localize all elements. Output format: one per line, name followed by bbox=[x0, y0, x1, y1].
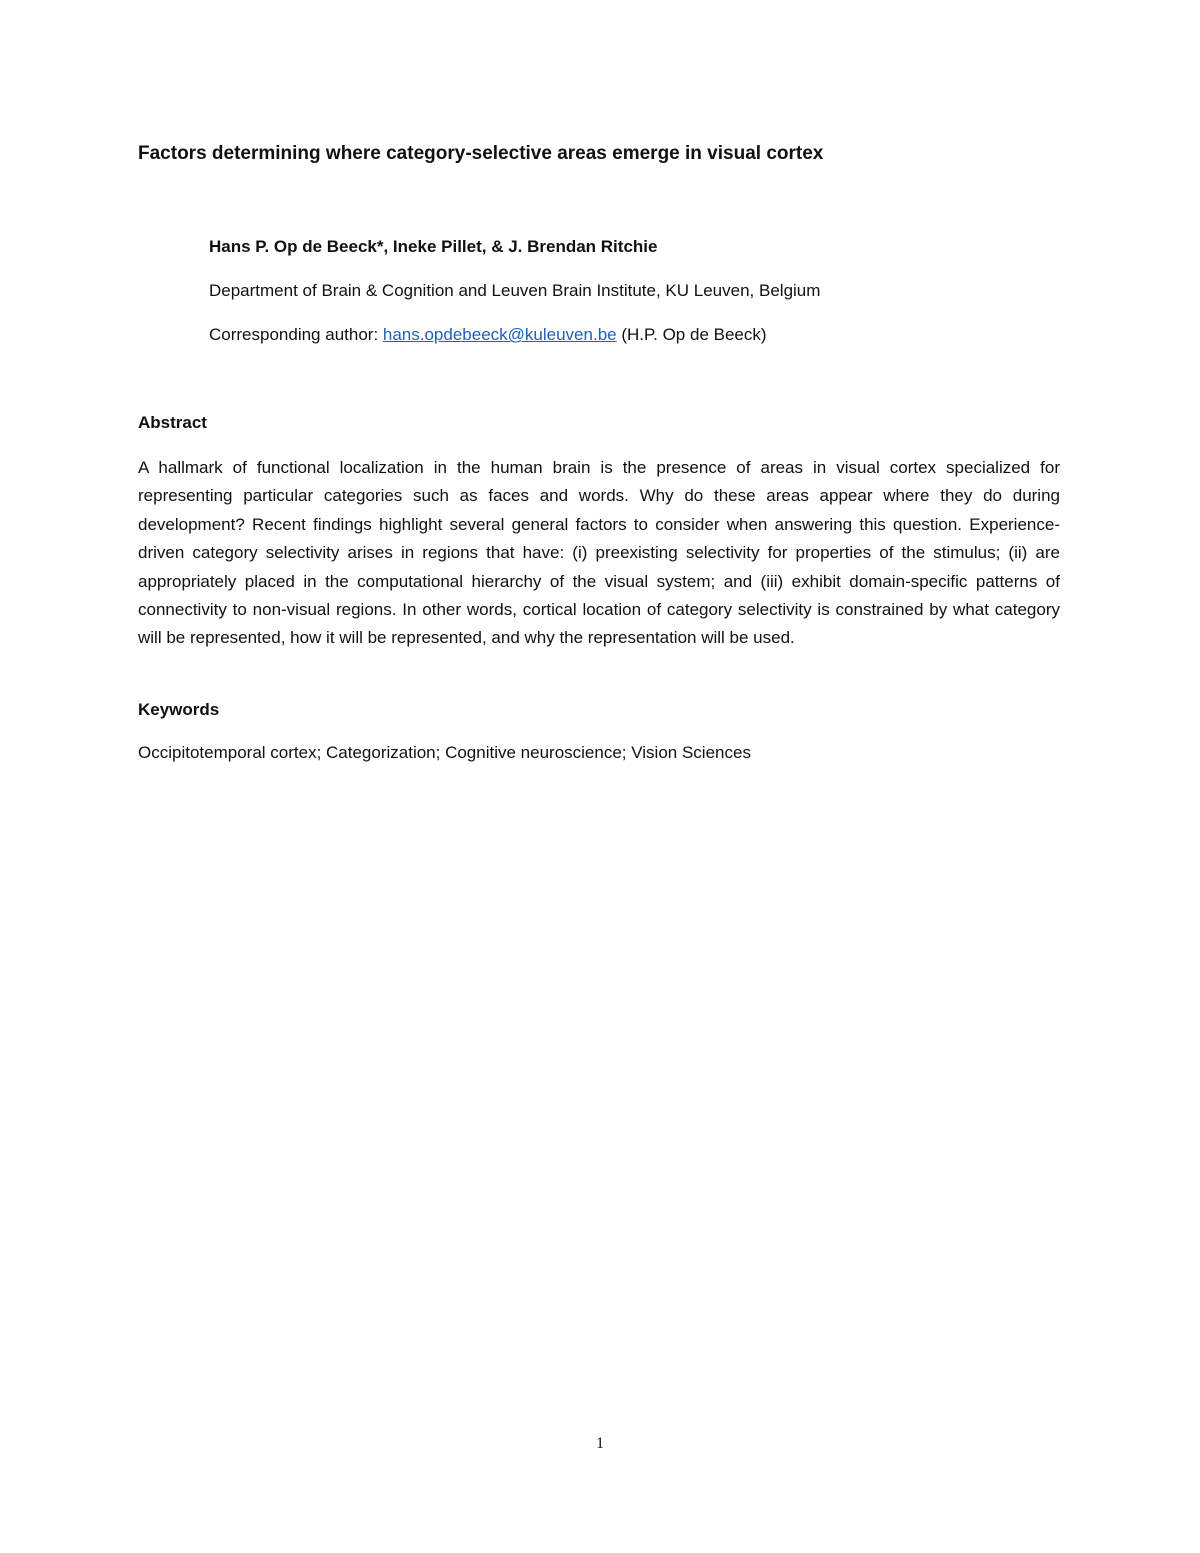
author-list: Hans P. Op de Beeck*, Ineke Pillet, & J. Brendan Ritchie bbox=[209, 237, 658, 256]
corresponding-label: Corresponding author: bbox=[209, 325, 383, 344]
corresponding-suffix: (H.P. Op de Beeck) bbox=[616, 325, 767, 344]
keywords-text: Occipitotemporal cortex; Categorization; Cognitive neuroscience; Vision Sciences bbox=[138, 743, 751, 762]
paper-title: Factors determining where category-selective areas emerge in visual cortex bbox=[138, 143, 824, 164]
affiliation: Department of Brain & Cognition and Leuven Brain Institute, KU Leuven, Belgium bbox=[209, 281, 821, 300]
abstract-heading: Abstract bbox=[138, 413, 207, 432]
abstract-text: A hallmark of functional localization in the human brain is the presence of areas in visual cortex specialized for representing particular categories such as faces and words. Why do these areas appear where they do during development? Recent findings highlight several general factors to consider when answering this question. Experience-driven category selectivity arises in regions that have: (i) preexisting selectivity for properties of the stimulus; (ii) are appropriately placed in the computational hierarchy of the visual system; and (iii) exhibit domain-specific patterns of connectivity to non-visual regions. In other words, cortical location of category selectivity is constrained by what category will be represented, how it will be represented, and why the representation will be used. bbox=[138, 458, 1060, 648]
page-number: 1 bbox=[596, 1435, 604, 1452]
keywords-heading: Keywords bbox=[138, 700, 220, 719]
corresponding-author bbox=[209, 323, 767, 347]
corresponding-email-link[interactable]: hans.opdebeeck@kuleuven.be bbox=[382, 325, 617, 344]
